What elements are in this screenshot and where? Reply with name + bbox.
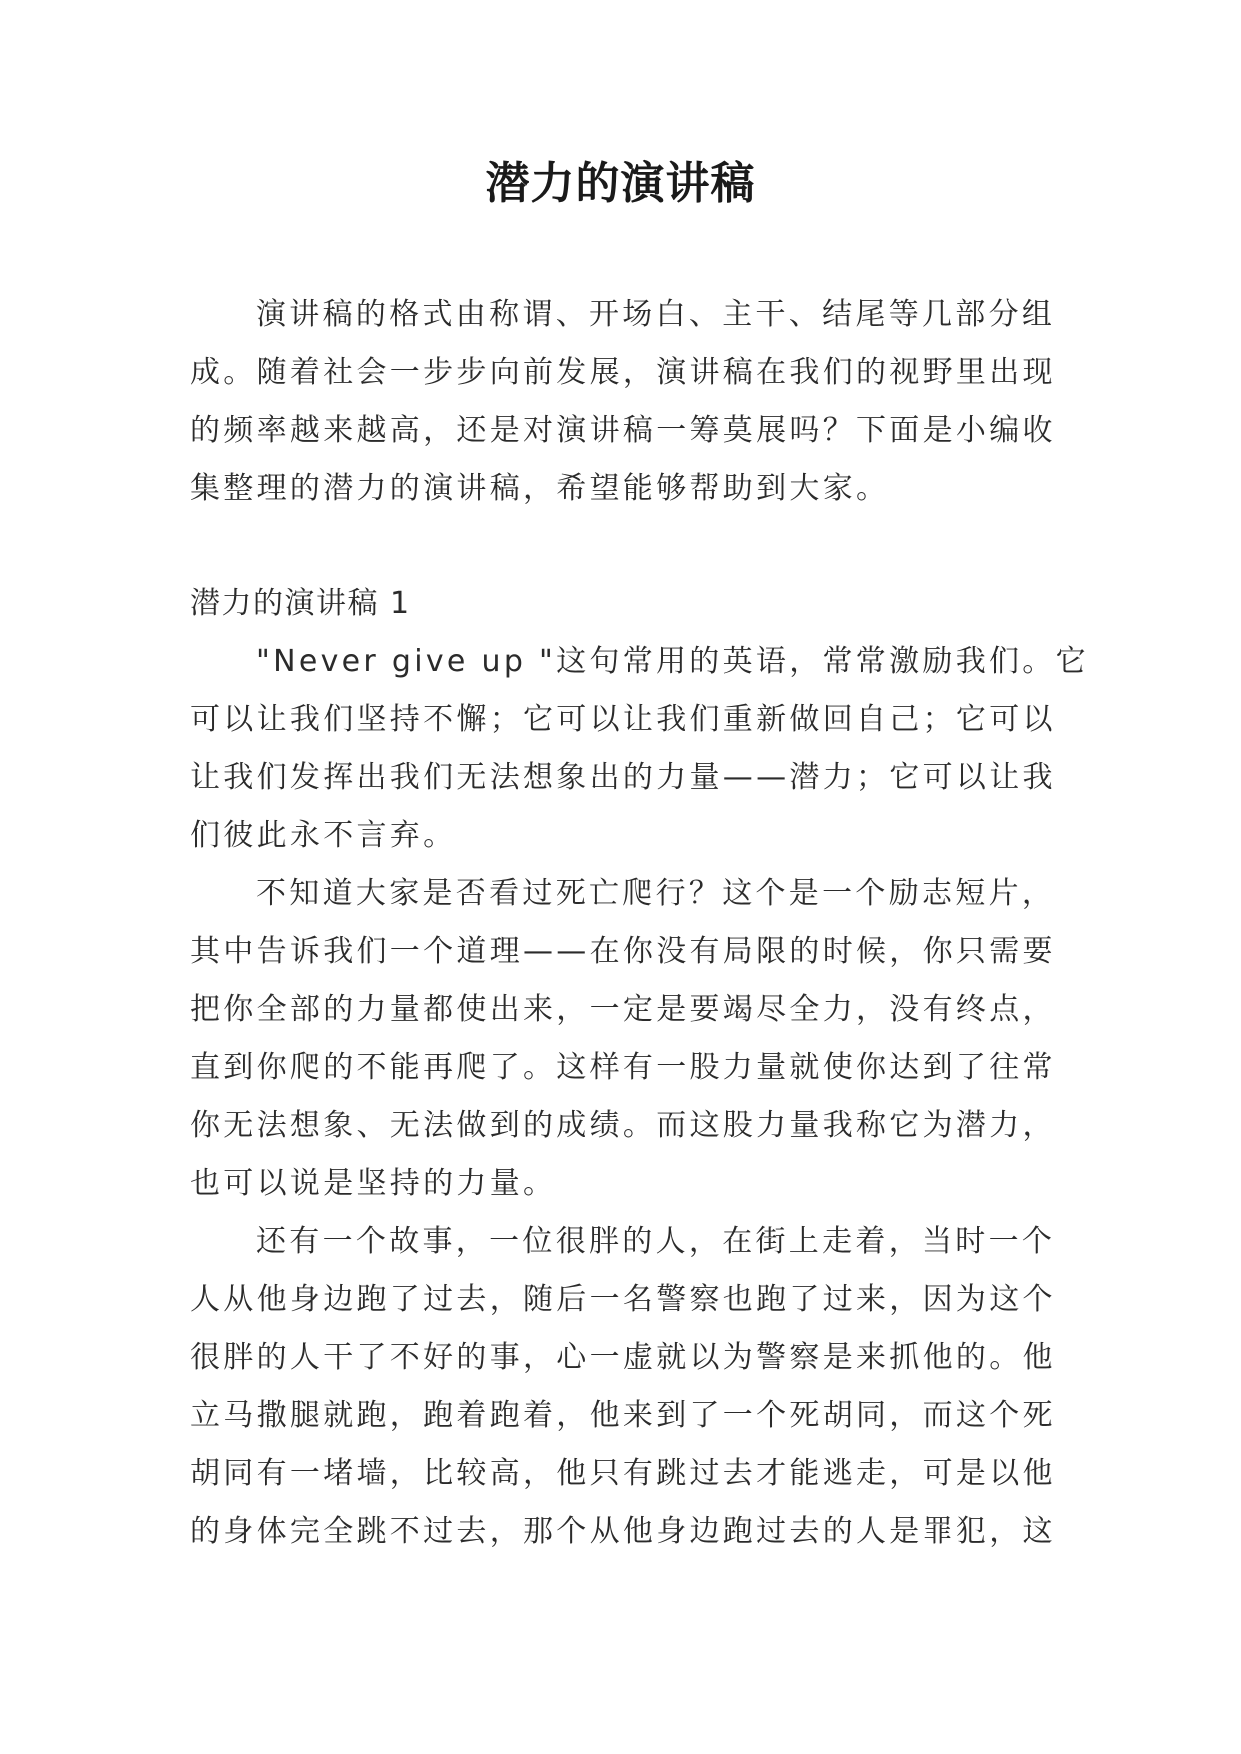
intro-line: 成。随着社会一步步向前发展，演讲稿在我们的视野里出现 [190, 355, 1056, 390]
paragraph-line: 们彼此永不言弃。 [190, 818, 457, 853]
paragraph-line: 其中告诉我们一个道理——在你没有局限的时候，你只需要 [190, 934, 1056, 969]
paragraph-line: 直到你爬的不能再爬了。这样有一股力量就使你达到了往常 [190, 1050, 1056, 1085]
paragraph-line: 不知道大家是否看过死亡爬行？这个是一个励志短片， [256, 876, 1056, 911]
paragraph-line: 很胖的人干了不好的事，心一虚就以为警察是来抓他的。他 [190, 1340, 1056, 1375]
intro-line: 演讲稿的格式由称谓、开场白、主干、结尾等几部分组 [256, 297, 1056, 332]
section-heading: 潜力的演讲稿 1 [190, 586, 411, 621]
paragraph-line: 人从他身边跑了过去，随后一名警察也跑了过来，因为这个 [190, 1282, 1056, 1317]
intro-line: 的频率越来越高，还是对演讲稿一筹莫展吗？下面是小编收 [190, 413, 1056, 448]
paragraph-line: 可以让我们坚持不懈；它可以让我们重新做回自己；它可以 [190, 702, 1056, 737]
paragraph-line: 把你全部的力量都使出来，一定是要竭尽全力，没有终点， [190, 992, 1056, 1027]
intro-line: 集整理的潜力的演讲稿，希望能够帮助到大家。 [190, 471, 890, 506]
document-title: 潜力的演讲稿 [485, 158, 756, 209]
paragraph-line: 胡同有一堵墙，比较高，他只有跳过去才能逃走，可是以他 [190, 1456, 1056, 1491]
paragraph-line: 让我们发挥出我们无法想象出的力量——潜力；它可以让我 [190, 760, 1056, 795]
paragraph-line: 还有一个故事，一位很胖的人，在街上走着，当时一个 [256, 1224, 1056, 1259]
paragraph-line: "Never give up "这句常用的英语，常常激励我们。它 [256, 644, 1089, 679]
paragraph-line: 立马撒腿就跑，跑着跑着，他来到了一个死胡同，而这个死 [190, 1398, 1056, 1433]
paragraph-line: 也可以说是坚持的力量。 [190, 1166, 557, 1201]
paragraph-line: 你无法想象、无法做到的成绩。而这股力量我称它为潜力， [190, 1108, 1056, 1143]
paragraph-line: 的身体完全跳不过去，那个从他身边跑过去的人是罪犯，这 [190, 1514, 1056, 1549]
